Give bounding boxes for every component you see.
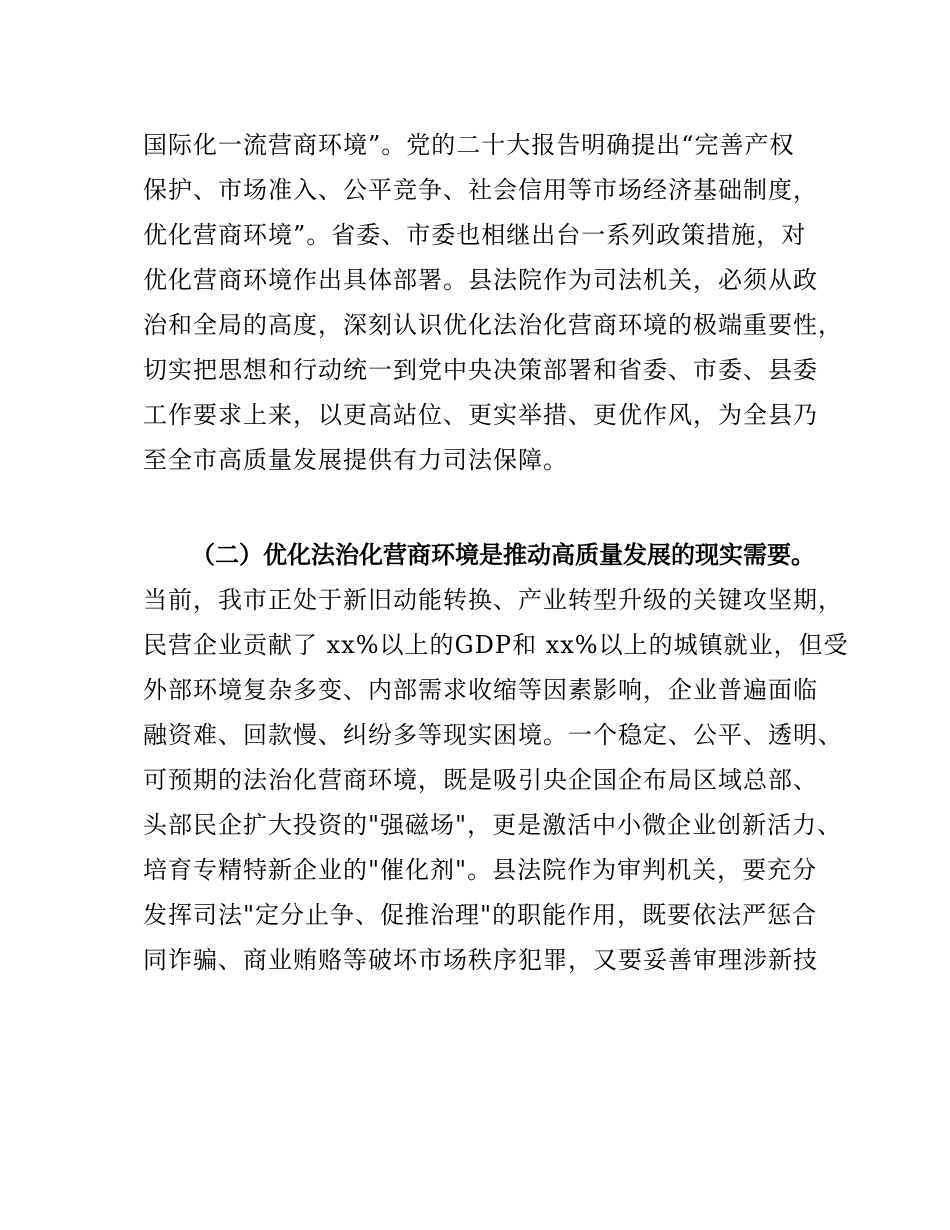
text-line: 保护、市场准入、公平竞争、社会信用等市场经济基础制度， [143, 176, 818, 204]
text-line: 至全市高质量发展提供有力司法保障。 [143, 446, 568, 474]
text-line: 治和全局的高度，深刻认识优化法治化营商环境的极端重要性， [143, 311, 843, 339]
text-line: 优化营商环境”。省委、市委也相继出台一系列政策措施，对 [143, 221, 807, 249]
section-heading: （二）优化法治化营商环境是推动高质量发展的现实需要。 [191, 541, 815, 569]
text-line: 民营企业贡献了 xx%以上的GDP和 xx%以上的城镇就业，但受 [143, 631, 849, 659]
text-line: 切实把思想和行动统一到党中央决策部署和省委、市委、县委 [143, 356, 818, 384]
text-line: 融资难、回款慢、纠纷多等现实困境。一个稳定、公平、透明、 [143, 721, 843, 749]
text-line: 同诈骗、商业贿赂等破坏市场秩序犯罪，又要妥善审理涉新技 [143, 946, 818, 974]
text-line: 头部民企扩大投资的"强磁场"，更是激活中小微企业创新活力、 [143, 811, 843, 839]
text-line: 外部环境复杂多变、内部需求收缩等因素影响，企业普遍面临 [143, 676, 818, 704]
text-line: 可预期的法治化营商环境，既是吸引央企国企布局区域总部、 [143, 766, 818, 794]
text-line: 工作要求上来，以更高站位、更实举措、更优作风，为全县乃 [143, 401, 818, 429]
text-line: 优化营商环境作出具体部署。县法院作为司法机关，必须从政 [143, 266, 818, 294]
text-line: 发挥司法"定分止争、促推治理"的职能作用，既要依法严惩合 [143, 901, 818, 929]
text-line: 国际化一流营商环境”。党的二十大报告明确提出“完善产权 [143, 131, 795, 159]
text-line: 当前，我市正处于新旧动能转换、产业转型升级的关键攻坚期， [143, 586, 843, 614]
text-line: 培育专精特新企业的"催化剂"。县法院作为审判机关，要充分 [143, 856, 818, 884]
